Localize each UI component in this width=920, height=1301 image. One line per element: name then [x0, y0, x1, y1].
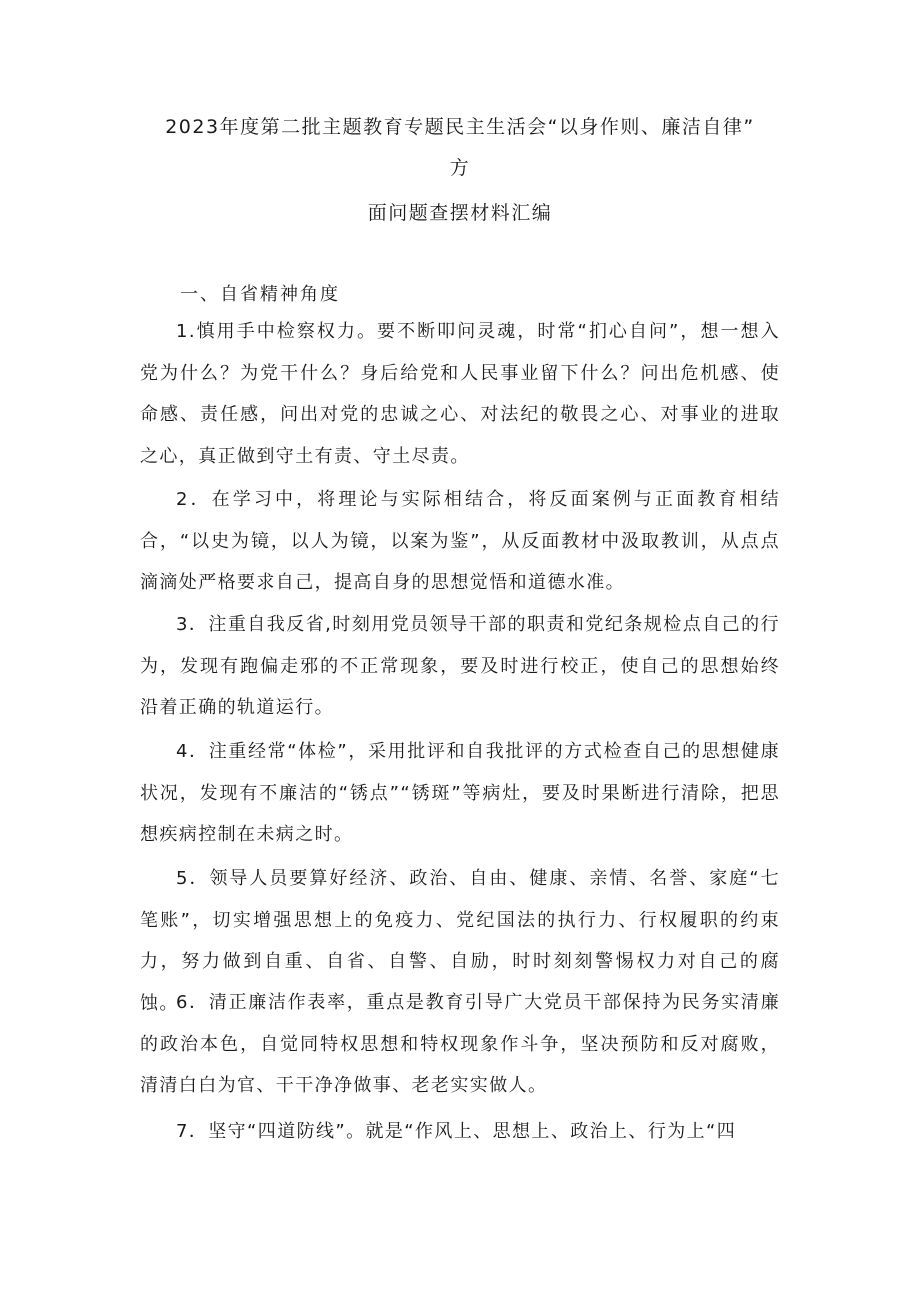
- document-title-line-3: 面问题查摆材料汇编: [367, 202, 553, 224]
- paragraph-4: 4．注重经常“体检”，采用批评和自我批评的方式检查自己的思想健康状况，发现有不廉洁的“锈点”“锈斑”等病灶，要及时果断进行清除，把思想疾病控制在未病之时。: [140, 741, 780, 845]
- document-title-line-1: 2023年度第二批主题教育专题民主生活会“以身作则、廉洁自律”: [165, 116, 755, 138]
- document-title-line-2: 方: [449, 157, 471, 179]
- paragraph-1: 1.慎用手中检察权力。要不断叩问灵魂，时常“扪心自问”，想一想入党为什么？为党干什么？身后给党和人民事业留下什么？问出危机感、使命感、责任感，问出对党的忠诚之心、对法纪的敬畏之心、对事业的进取之心，真正做到守土有责、守土尽责。: [140, 321, 780, 467]
- paragraph-2: 2．在学习中，将理论与实际相结合，将反面案例与正面教育相结合，“以史为镜，以人为镜，以案为鉴”，从反面教材中汲取教训，从点点滴滴处严格要求自己，提高自身的思想觉悟和道德水准。: [140, 489, 780, 593]
- section-heading: 一、自省精神角度: [180, 284, 340, 305]
- paragraph-7: 7．坚守“四道防线”。就是“作风上、思想上、政治上、行为上“四: [176, 1121, 737, 1142]
- paragraph-3: 3．注重自我反省,时刻用党员领导干部的职责和党纪条规检点自己的行为，发现有跑偏走邪的不正常现象，要及时进行校正，使自己的思想始终沿着正确的轨道运行。: [140, 614, 780, 718]
- paragraph-5: 5．领导人员要算好经济、政治、自由、健康、亲情、名誉、家庭“七笔账”，切实增强思想上的免疫力、党纪国法的执行力、行权履职的约束力，努力做到自重、自省、自警、自励，时时刻刻警惕权力对自己的腐蚀。: [140, 868, 780, 1014]
- paragraph-6: 6．清正廉洁作表率，重点是教育引导广大党员干部保持为民务实清廉的政治本色，自觉同特权思想和特权现象作斗争，坚决预防和反对腐败，清清白白为官、干干净净做事、老老实实做人。: [140, 992, 780, 1096]
